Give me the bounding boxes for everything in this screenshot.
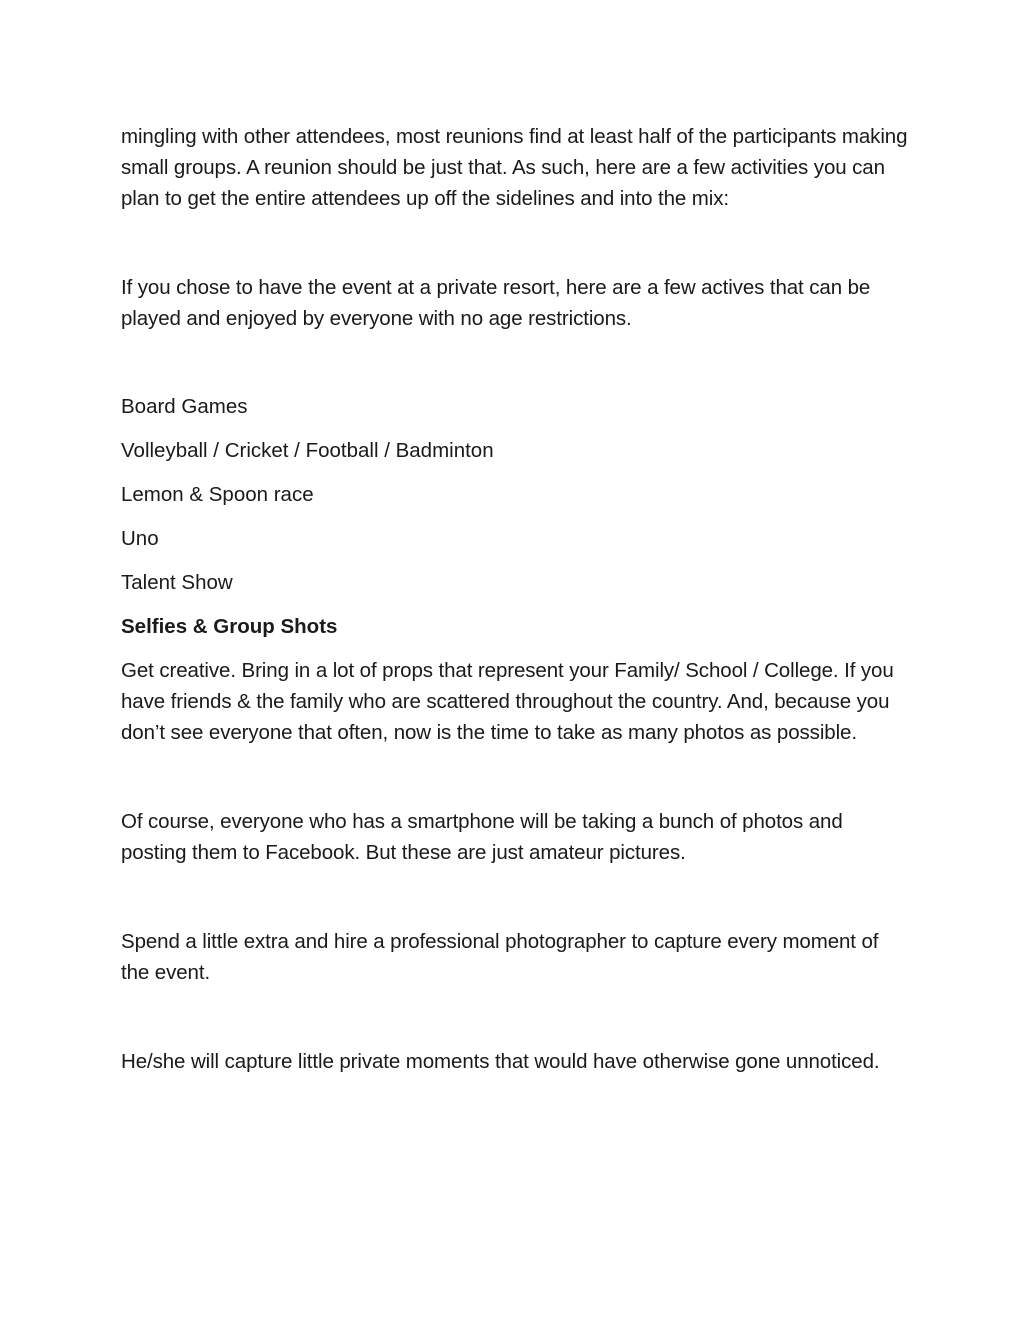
paragraph-intro: mingling with other attendees, most reunions find at least half of the participants making small groups. A reunion should be just that. As such, here are a few activities you can plan to get the entire attendees up off the sidelines and into the mix:: [121, 125, 908, 210]
list-item-sports: Volleyball / Cricket / Football / Badminton: [121, 439, 494, 462]
list-item-board-games: Board Games: [121, 395, 248, 418]
paragraph-resort: If you chose to have the event at a private resort, here are a few actives that can be played and enjoyed by everyone with no age restrictions.: [121, 276, 871, 330]
paragraph-creative: Get creative. Bring in a lot of props that represent your Family/ School / College. If you have friends & the family who are scattered throughout the country. And, because you don’t see everyone that often, now is the time to take as many photos as possible.: [121, 659, 894, 744]
document-page: [121, 121, 911, 1077]
paragraph-smartphone: Of course, everyone who has a smartphone will be taking a bunch of photos and posting them to Facebook. But these are just amateur pictures.: [121, 810, 843, 864]
list-item-lemon-spoon: Lemon & Spoon race: [121, 483, 314, 506]
spacer: [121, 748, 911, 806]
section-heading: Selfies & Group Shots: [121, 615, 338, 638]
list-item-talent-show: Talent Show: [121, 571, 233, 594]
spacer: [121, 214, 911, 272]
spacer: [121, 334, 911, 391]
spacer: [121, 988, 911, 1046]
paragraph-moments: He/she will capture little private moments that would have otherwise gone unnoticed.: [121, 1050, 880, 1073]
list-item-uno: Uno: [121, 527, 159, 550]
spacer: [121, 868, 911, 926]
activity-list: [121, 391, 911, 598]
paragraph-photographer: Spend a little extra and hire a professional photographer to capture every moment of the event.: [121, 930, 879, 984]
